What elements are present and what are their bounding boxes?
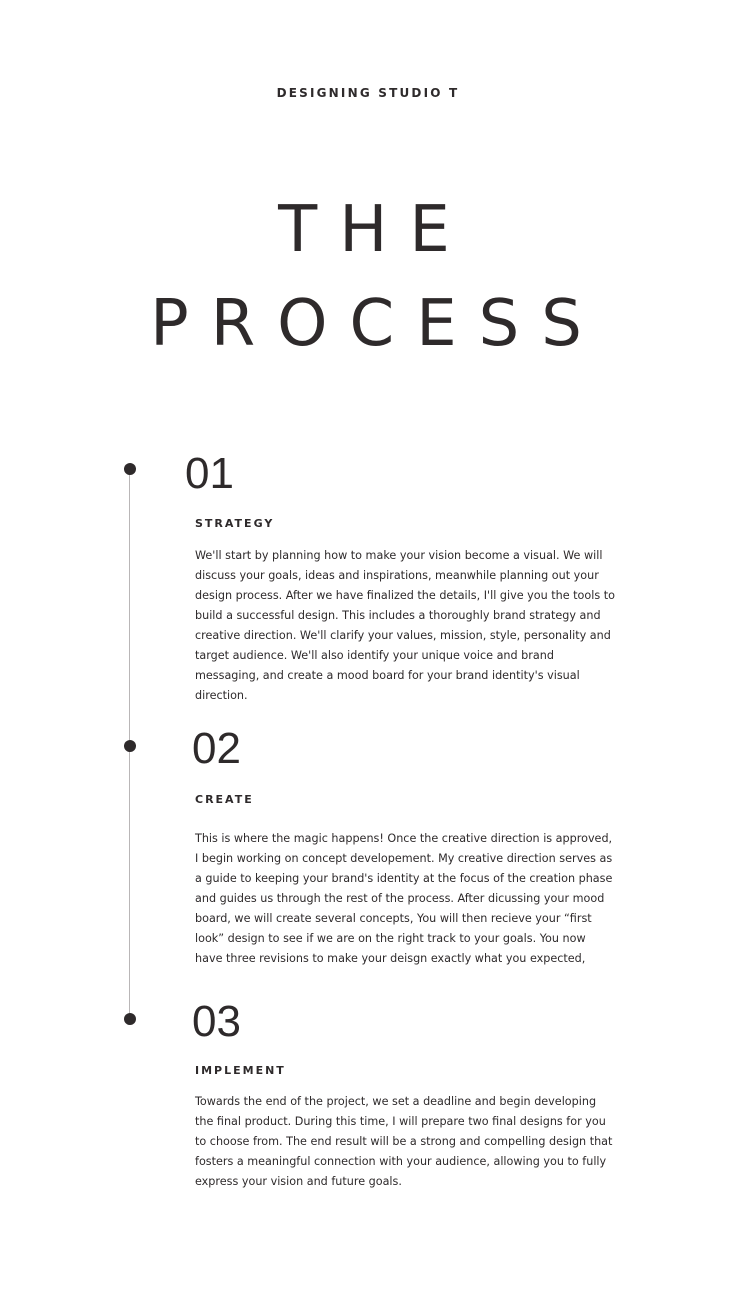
page-title-line1: THE <box>278 193 472 267</box>
timeline-dot-1 <box>124 463 136 475</box>
step-number-3: 03 <box>192 997 241 1046</box>
step-heading-strategy: STRATEGY <box>195 517 275 530</box>
step-text-implement: Towards the end of the project, we set a deadline and begin developing the final product. During this time, I will prepare two final designs for you to choose from. The end result will be a strong and compelling design that fosters a meaningful connection with your audience, allowing you to fully express your vision and future goals. <box>195 1095 613 1188</box>
timeline-dot-2 <box>124 740 136 752</box>
step-heading-create: CREATE <box>195 793 254 806</box>
step-number-2: 02 <box>192 724 241 773</box>
step-number-1: 01 <box>185 449 234 498</box>
step-text-strategy: We'll start by planning how to make your vision become a visual. We will discuss your goals, ideas and inspirations, meanwhile planning out your design process. After we have finalized the details, I'll give you the tools to build a successful design. This includes a thoroughly brand strategy and creative direction. We'll clarify your values, mission, style, personality and target audience. We'll also identify your unique voice and brand messaging, and create a mood board for your brand identity's visual direction. <box>195 549 615 702</box>
studio-name: DESIGNING STUDIO T <box>276 86 460 100</box>
timeline-dot-3 <box>124 1013 136 1025</box>
step-text-create: This is where the magic happens! Once the creative direction is approved, I begin working on concept developement. My creative direction serves as a guide to keeping your brand's identity at the focus of the creation phase and guides us through the rest of the process. After dicussing your mood board, we will create several concepts, You will then recieve your “first look” design to see if we are on the right track to your goals. You now have three revisions to make your deisgn exactly what you expected, <box>195 832 613 965</box>
page-title-line2: PROCESS <box>150 287 604 361</box>
step-heading-implement: IMPLEMENT <box>195 1064 286 1077</box>
